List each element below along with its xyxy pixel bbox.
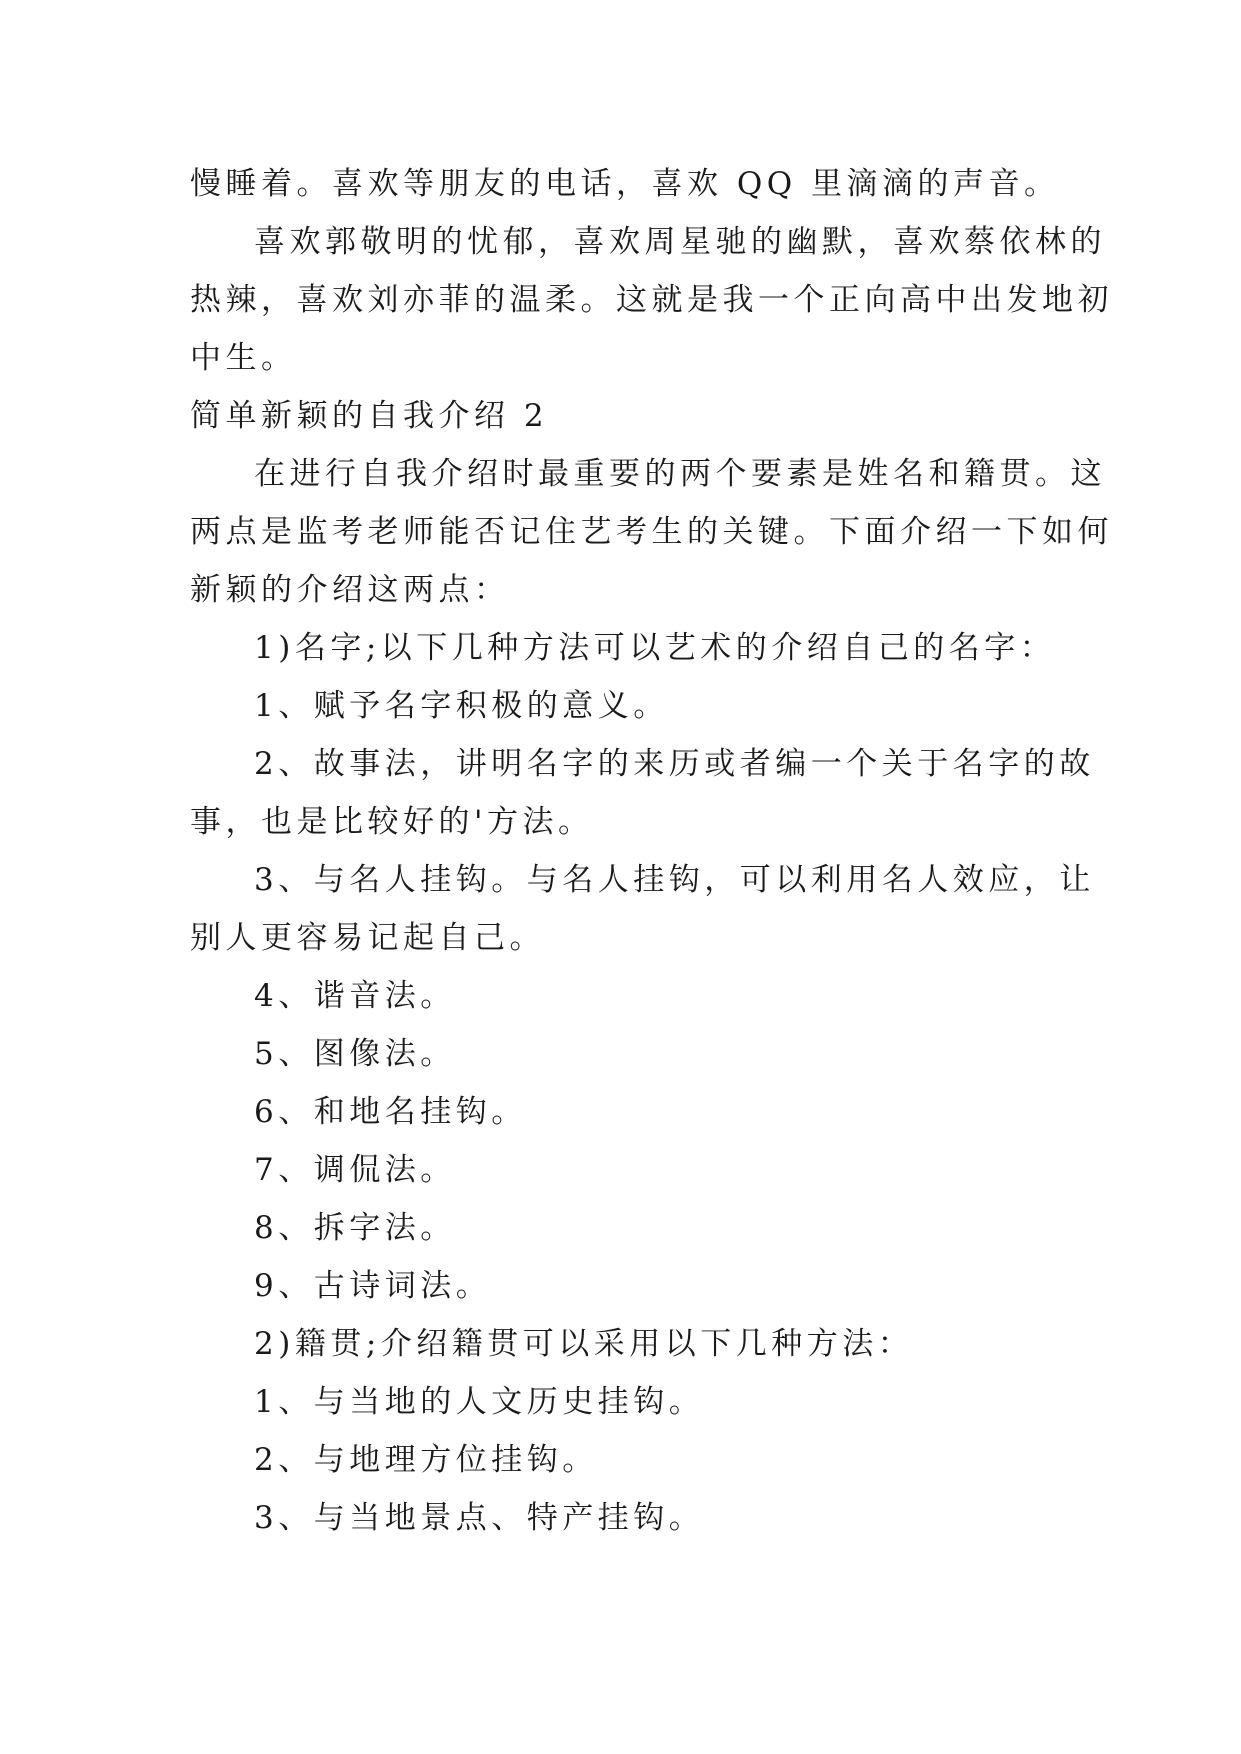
section-heading: 简单新颖的自我介绍 2	[190, 398, 549, 434]
list-item: 1、赋予名字积极的意义。	[254, 688, 669, 724]
list-item: 8、拆字法。	[254, 1210, 456, 1246]
list-item: 1、与当地的人文历史挂钩。	[254, 1384, 705, 1420]
list-item: 3、与名人挂钩。与名人挂钩，可以利用名人效应，让	[254, 862, 1095, 898]
text-line: 新颖的介绍这两点：	[190, 572, 510, 608]
text-line: 中生。	[190, 340, 297, 376]
text-line: 喜欢郭敬明的忧郁，喜欢周星驰的幽默，喜欢蔡依林的	[254, 224, 1106, 260]
text-line: 热辣，喜欢刘亦菲的温柔。这就是我一个正向高中出发地初	[190, 282, 1113, 318]
list-item: 4、谐音法。	[254, 978, 456, 1014]
list-item-continuation: 别人更容易记起自己。	[190, 920, 545, 956]
list-item: 9、古诗词法。	[254, 1268, 492, 1304]
text-line: 慢睡着。喜欢等朋友的电话，喜欢 QQ 里滴滴的声音。	[190, 166, 1060, 202]
list-item: 6、和地名挂钩。	[254, 1094, 527, 1130]
list-item: 2、故事法，讲明名字的来历或者编一个关于名字的故	[254, 746, 1095, 782]
list-item: 7、调侃法。	[254, 1152, 456, 1188]
document-body	[190, 155, 1113, 1547]
list-item: 3、与当地景点、特产挂钩。	[254, 1500, 705, 1536]
text-line: 在进行自我介绍时最重要的两个要素是姓名和籍贯。这	[254, 456, 1106, 492]
list-item: 2、与地理方位挂钩。	[254, 1442, 598, 1478]
list-item: 5、图像法。	[254, 1036, 456, 1072]
list-item-continuation: 事，也是比较好的'方法。	[190, 804, 594, 840]
list-heading: 2)籍贯;介绍籍贯可以采用以下几种方法：	[254, 1326, 914, 1362]
list-heading: 1)名字;以下几种方法可以艺术的介绍自己的名字：	[254, 630, 1056, 666]
text-line: 两点是监考老师能否记住艺考生的关键。下面介绍一下如何	[190, 514, 1113, 550]
